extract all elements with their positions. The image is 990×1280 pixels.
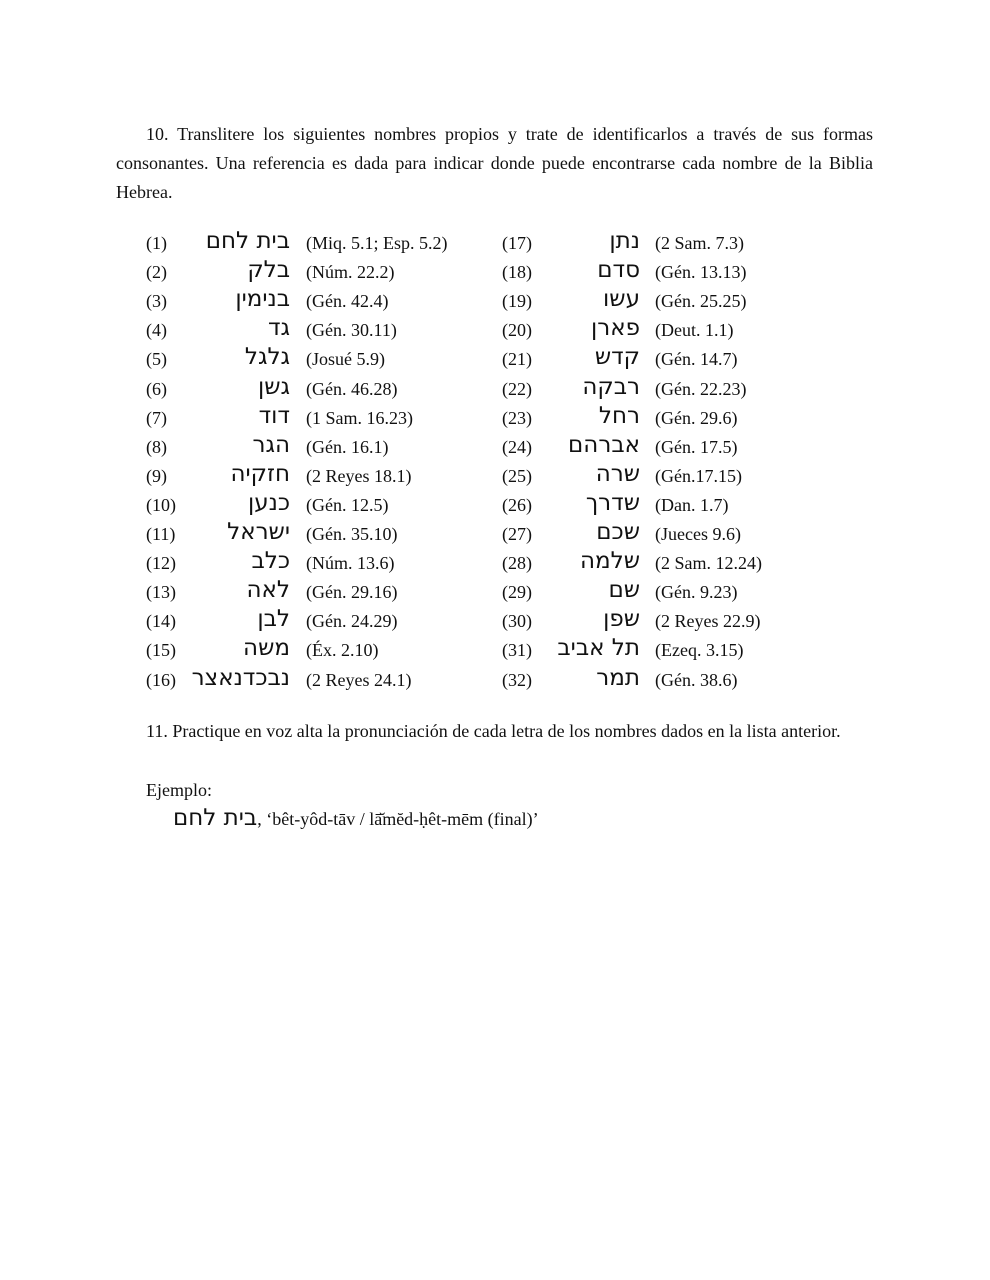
hebrew-name: כלב xyxy=(251,548,290,575)
bible-reference: (Gén. 35.10) xyxy=(306,524,398,544)
name-entry xyxy=(0,636,990,665)
hebrew-name: משה xyxy=(243,635,290,662)
hebrew-name: קדש xyxy=(594,344,640,371)
hebrew-name: אברהם xyxy=(568,431,640,458)
entry-number: (26) xyxy=(502,494,532,515)
bible-reference: (Gén. 17.5) xyxy=(655,436,738,457)
hebrew-name: נבכדנאצר xyxy=(191,664,290,691)
hebrew-name: גלגל xyxy=(244,344,290,371)
hebrew-name: תמר xyxy=(596,664,640,691)
name-entry xyxy=(0,520,990,549)
hebrew-name: גשן xyxy=(257,373,290,400)
bible-reference: (Dan. 1.7) xyxy=(655,494,729,515)
bible-reference: (Gén. 38.6) xyxy=(655,669,738,690)
hebrew-name: לאה xyxy=(246,577,290,604)
bible-reference: (Gén. 30.11) xyxy=(306,320,397,341)
bible-reference: (Gén. 29.16) xyxy=(306,582,398,603)
name-entry xyxy=(0,549,990,578)
hebrew-name: תל אביב xyxy=(557,635,640,662)
bible-reference: (2 Sam. 7.3) xyxy=(655,233,744,253)
entry-number: (11) xyxy=(146,524,176,544)
hebrew-name: שפן xyxy=(603,606,640,633)
entry-number: (1) xyxy=(146,233,167,253)
name-entry xyxy=(0,287,990,316)
bible-reference: (Gén. 12.5) xyxy=(306,494,389,515)
entry-number: (19) xyxy=(502,291,532,312)
entry-number: (14) xyxy=(146,611,176,632)
hebrew-name: נתן xyxy=(609,228,640,254)
entry-number: (30) xyxy=(502,611,532,632)
example-hebrew: בית לחם xyxy=(173,805,258,831)
name-entry xyxy=(0,433,990,462)
bible-reference: (2 Reyes 22.9) xyxy=(655,611,761,632)
hebrew-name: גד xyxy=(267,315,290,342)
bible-reference: (Gén. 25.25) xyxy=(655,291,747,312)
entry-number: (6) xyxy=(146,378,167,399)
hebrew-name: הגר xyxy=(252,431,290,458)
name-entry xyxy=(0,345,990,374)
bible-reference: (Miq. 5.1; Esp. 5.2) xyxy=(306,233,448,253)
entry-number: (23) xyxy=(502,407,532,428)
bible-reference: (Gén. 16.1) xyxy=(306,436,389,457)
hebrew-name: רבקה xyxy=(582,373,640,400)
entry-number: (27) xyxy=(502,524,532,544)
name-entry xyxy=(0,316,990,345)
entry-number: (5) xyxy=(146,349,167,370)
bible-reference: (Núm. 13.6) xyxy=(306,553,395,574)
bible-reference: (Gén. 46.28) xyxy=(306,378,398,399)
entry-number: (12) xyxy=(146,553,176,574)
entry-number: (8) xyxy=(146,436,167,457)
entry-number: (16) xyxy=(146,669,176,690)
bible-reference: (Ezeq. 3.15) xyxy=(655,640,744,661)
entry-number: (7) xyxy=(146,407,167,428)
hebrew-name: פארן xyxy=(591,315,640,342)
hebrew-name: עשו xyxy=(603,286,640,313)
entry-number: (21) xyxy=(502,349,532,370)
hebrew-name: שדרך xyxy=(585,489,640,516)
example-line xyxy=(173,804,539,834)
hebrew-name: שם xyxy=(608,577,640,604)
name-entry xyxy=(0,666,990,695)
bible-reference: (Josué 5.9) xyxy=(306,349,385,370)
bible-reference: (Gén. 22.23) xyxy=(655,378,747,399)
entry-number: (31) xyxy=(502,640,532,661)
hebrew-name: דוד xyxy=(258,402,290,429)
name-entry xyxy=(0,491,990,520)
name-entry xyxy=(0,607,990,636)
hebrew-name: שכם xyxy=(596,519,640,545)
bible-reference: (Éx. 2.10) xyxy=(306,640,379,661)
entry-number: (13) xyxy=(146,582,176,603)
name-entry xyxy=(0,462,990,491)
hebrew-name: רחל xyxy=(598,402,640,429)
entry-number: (15) xyxy=(146,640,176,661)
hebrew-name: סדם xyxy=(597,257,640,284)
entry-number: (4) xyxy=(146,320,167,341)
name-entry xyxy=(0,404,990,433)
hebrew-name: לבן xyxy=(257,606,290,633)
bible-reference: (Jueces 9.6) xyxy=(655,524,741,544)
bible-reference: (1 Sam. 16.23) xyxy=(306,407,413,428)
bible-reference: (Gén. 29.6) xyxy=(655,407,738,428)
example-transliteration: , ‘bêt-yôd-tāv / lā̆mĕd-ḥêt-mēm (final)’ xyxy=(257,809,539,829)
bible-reference: (2 Reyes 24.1) xyxy=(306,669,412,690)
bible-reference: (2 Sam. 12.24) xyxy=(655,553,762,574)
name-entry xyxy=(0,578,990,607)
bible-reference: (Gén. 13.13) xyxy=(655,262,747,283)
entry-number: (17) xyxy=(502,233,532,253)
bible-reference: (Gén. 42.4) xyxy=(306,291,389,312)
entry-number: (20) xyxy=(502,320,532,341)
bible-reference: (Gén. 14.7) xyxy=(655,349,738,370)
bible-reference: (Núm. 22.2) xyxy=(306,262,395,283)
entry-number: (22) xyxy=(502,378,532,399)
entry-number: (24) xyxy=(502,436,532,457)
name-entry xyxy=(0,229,990,258)
hebrew-name: בנימין xyxy=(235,286,290,313)
hebrew-name: ישראל xyxy=(227,519,290,545)
bible-reference: (2 Reyes 18.1) xyxy=(306,465,412,486)
bible-reference: (Gén. 24.29) xyxy=(306,611,398,632)
entry-number: (28) xyxy=(502,553,532,574)
hebrew-name: שרה xyxy=(595,460,640,487)
bible-reference: (Gén. 9.23) xyxy=(655,582,738,603)
entry-number: (2) xyxy=(146,262,167,283)
entry-number: (9) xyxy=(146,465,167,486)
bible-reference: (Deut. 1.1) xyxy=(655,320,734,341)
hebrew-name: בית לחם xyxy=(205,228,290,254)
entry-number: (25) xyxy=(502,465,532,486)
name-entry xyxy=(0,258,990,287)
entry-number: (32) xyxy=(502,669,532,690)
example-label: Ejemplo: xyxy=(146,780,212,800)
hebrew-name: שלמה xyxy=(579,548,640,575)
hebrew-name: בלק xyxy=(247,257,290,284)
hebrew-name: כנען xyxy=(247,489,290,516)
exercise-11-instructions: 11. Practique en voz alta la pronunciación de cada letra de los nombres dados en la lista anterior. xyxy=(146,721,841,741)
entry-number: (29) xyxy=(502,582,532,603)
bible-reference: (Gén.17.15) xyxy=(655,465,742,486)
name-entry xyxy=(0,375,990,404)
hebrew-name: חזקיה xyxy=(230,460,290,487)
entry-number: (18) xyxy=(502,262,532,283)
entry-number: (3) xyxy=(146,291,167,312)
exercise-10-instructions: 10. Translitere los siguientes nombres propios y trate de identificarlos a través de sus formas consonantes. Una referencia es dada para indicar donde puede encontrarse cada nombre de la Biblia Hebrea. xyxy=(116,124,873,202)
entry-number: (10) xyxy=(146,494,176,515)
